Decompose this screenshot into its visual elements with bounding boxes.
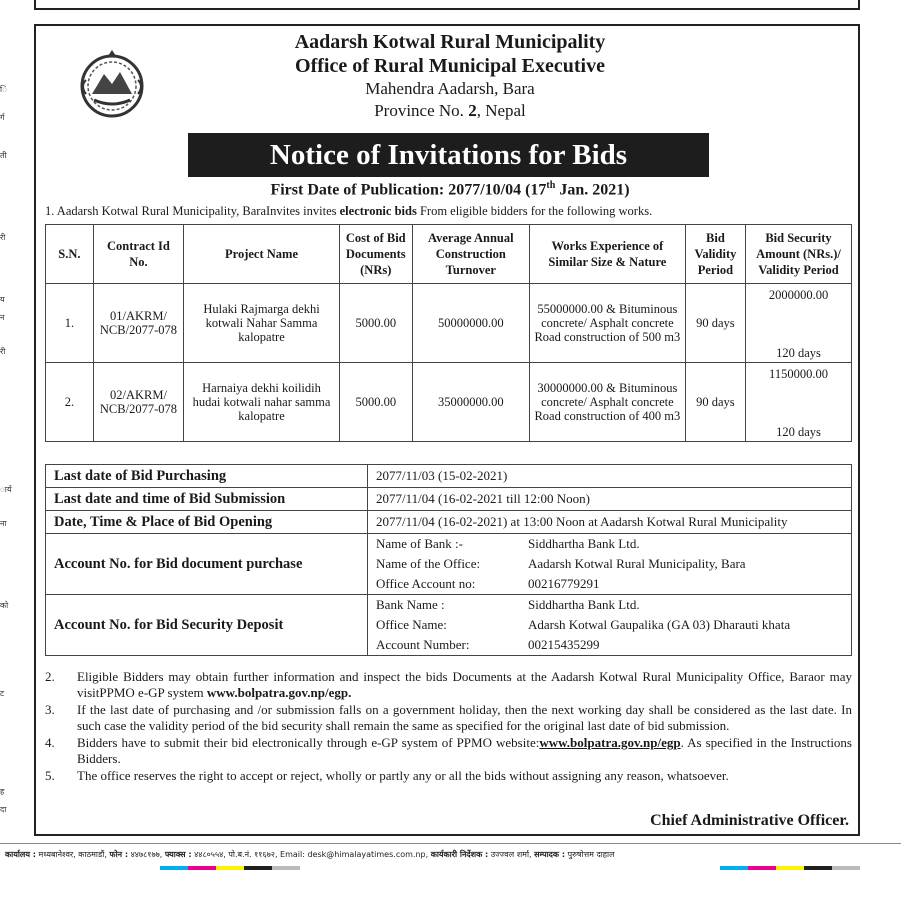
signature-title: Chief Administrative Officer. [650,812,849,829]
acct-value: Siddhartha Bank Ltd. [528,597,640,612]
frag: ार्य [0,485,12,494]
frag: दा [0,805,7,814]
acct-key: Office Name: [376,617,447,632]
table-row [46,511,852,534]
acct-key: Office Account no: [376,576,476,591]
frag: ि [0,85,7,94]
cell-experience: 55000000.00 & Bituminous concrete/ Asphalt concrete Road construction of 500 m3 [529,284,685,363]
note-text: The office reserves the right to accept or reject, wholly or partly any or all the bids without assigning any reason, whatsoever. [77,768,729,783]
list-item [45,735,852,767]
frag: को [0,601,9,610]
swatch-cyan [160,866,188,870]
note-text: If the last date of purchasing and /or submission falls on a government holiday, then the next working day shall be considered as the last date. In such case the validity period of the bid security shall remain the same as specified for the original last date of bid submission. [77,702,852,733]
frag: य [0,295,5,304]
submission-label: Last date and time of Bid Submission [46,488,368,511]
acct-value: Siddhartha Bank Ltd. [528,536,640,551]
cell-turnover: 50000000.00 [412,284,529,363]
print-color-bar [720,866,860,870]
acct-key: Name of Bank :- [376,536,464,551]
newspaper-footer: कार्यालय : मध्यबानेश्वर, काठमाडौं, फोन : ४४७८१७७, फ्याक्स : ४४८०५५४, पो.ब.नं. ११६७२, Email: desk@himalayatimes.com.np, कार्यकारी निर्देशक : उज्ज्वल शर्मा, सम्पादक : पुरुषोत्तम दाहाल [0,843,901,864]
cell-cost: 5000.00 [339,363,412,442]
left-column-fragments [0,0,14,840]
table-row [46,595,852,656]
acct-value: 00216779291 [528,576,600,591]
cell-security [746,284,852,363]
opening-label: Date, Time & Place of Bid Opening [46,511,368,534]
security-account-label: Account No. for Bid Security Deposit [46,595,368,656]
frag: री [0,347,6,356]
acct-key: Bank Name : [376,597,445,612]
cell-project: Harnaiya dekhi koilidih hudai kotwali nahar samma kalopatre [184,363,340,442]
dates-table [45,464,852,656]
list-item [45,702,852,734]
office-header [200,30,700,122]
list-item [45,768,852,784]
swatch-magenta [188,866,216,870]
note-number: 4. [45,735,55,750]
previous-notice-border [34,0,860,10]
purchasing-value: 2077/11/03 (15-02-2021) [368,465,852,488]
col-header: Works Experience of Similar Size & Nature [529,225,685,284]
province-line: Province No. 2, Nepal [374,101,526,120]
table-row [46,284,852,363]
list-item [45,669,852,701]
works-table-header [46,225,852,284]
col-header: Bid Security Amount (NRs.)/ Validity Period [746,225,852,284]
col-header: Contract Id No. [93,225,183,284]
frag: न [0,313,5,322]
table-row [46,534,852,595]
publication-date: First Date of Publication: 2077/10/04 (17th Jan. 2021) [270,180,630,199]
frag: ती [0,151,7,160]
footer-email: Email: desk@himalayatimes.com.np, [280,850,429,859]
security-amount: 1150000.00 [769,367,828,381]
table-row [46,465,852,488]
note-text: Bidders have to submit their bid electronically through e-GP system of PPMO website:www.bolpatra.gov.np/egp. As specified in the Instructions Bidders. [77,735,852,766]
frag: री [0,233,6,242]
note-text: Eligible Bidders may obtain further information and inspect the bids Documents at the Aadarsh Kotwal Rural Municipality Office, Baraor may visitPPMO e-GP system www.bolpatra.gov.np/egp. [77,669,852,700]
acct-value: 00215435299 [528,637,600,652]
cell-validity: 90 days [685,284,745,363]
swatch-black [804,866,832,870]
frag: ट [0,689,5,698]
note-number: 5. [45,768,55,783]
frag: र्ग [0,113,5,122]
security-validity: 120 days [776,346,821,360]
table-row [46,488,852,511]
intro-paragraph: 1. Aadarsh Kotwal Rural Municipality, BaraInvites invites electronic bids From eligible bidders for the following works. [45,204,653,218]
security-amount: 2000000.00 [768,288,829,302]
col-header: Bid Validity Period [685,225,745,284]
cell-contract: 01/AKRM/ NCB/2077-078 [93,284,183,363]
doc-account-label: Account No. for Bid document purchase [46,534,368,595]
purchasing-label: Last date of Bid Purchasing [46,465,368,488]
cell-validity: 90 days [685,363,745,442]
submission-value: 2077/11/04 (16-02-2021 till 12:00 Noon) [368,488,852,511]
acct-key: Account Number: [376,637,470,652]
office-name: Office of Rural Municipal Executive [295,55,605,77]
opening-value: 2077/11/04 (16-02-2021) at 13:00 Noon at Aadarsh Kotwal Rural Municipality [368,511,852,534]
notice-title: Notice of Invitations for Bids [188,133,709,177]
cell-sn: 2. [46,363,94,442]
note-number: 3. [45,702,55,717]
acct-key: Name of the Office: [376,556,481,571]
frag: ह [0,787,5,796]
col-header: Cost of Bid Documents (NRs) [339,225,412,284]
col-header: Average Annual Construction Turnover [412,225,529,284]
cell-turnover: 35000000.00 [412,363,529,442]
col-header: Project Name [184,225,340,284]
office-location: Mahendra Aadarsh, Bara [365,79,535,98]
swatch-gray [832,866,860,870]
notes-list [45,669,852,785]
col-header: S.N. [46,225,94,284]
cell-project: Hulaki Rajmarga dekhi kotwali Nahar Samma kalopatre [184,284,340,363]
cell-security [746,363,852,442]
note-number: 2. [45,669,55,684]
bolpatra-link[interactable]: www.bolpatra.gov.np/egp [539,735,681,750]
swatch-magenta [748,866,776,870]
cell-sn: 1. [46,284,94,363]
cell-experience: 30000000.00 & Bituminous concrete/ Asphalt concrete Road construction of 400 m3 [529,363,685,442]
frag: ना [0,519,7,528]
cell-cost: 5000.00 [339,284,412,363]
swatch-black [244,866,272,870]
swatch-gray [272,866,300,870]
table-row [46,363,852,442]
print-color-bar [160,866,300,870]
security-account-details [368,595,852,656]
egp-link[interactable]: www.bolpatra.gov.np/egp. [206,685,352,700]
works-table [45,224,852,442]
nepal-emblem-logo [72,44,152,124]
swatch-yellow [216,866,244,870]
doc-account-details [368,534,852,595]
security-validity: 120 days [776,425,821,439]
acct-value: Aadarsh Kotwal Rural Municipality, Bara [528,556,746,571]
swatch-yellow [776,866,804,870]
acct-value: Adarsh Kotwal Gaupalika (GA 03) Dharauti khata [528,617,791,632]
swatch-cyan [720,866,748,870]
municipality-name: Aadarsh Kotwal Rural Municipality [294,31,606,53]
cell-contract: 02/AKRM/ NCB/2077-078 [93,363,183,442]
